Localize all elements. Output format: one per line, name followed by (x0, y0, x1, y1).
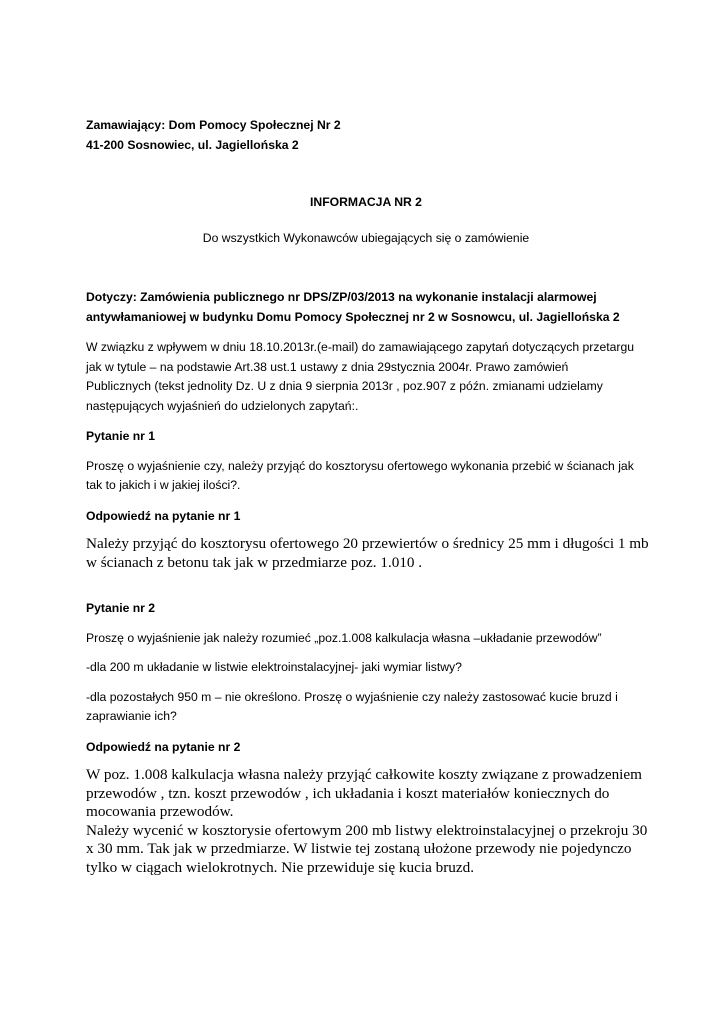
answer-1-line: w ścianach z betonu tak jak w przedmiarze poz. 1.010 . (86, 553, 423, 571)
answer-1-line: Należy przyjąć do kosztorysu ofertowego 20 przewiertów o średnicy 25 mm i długości 1 mb (86, 535, 649, 552)
document-body (86, 116, 649, 877)
answer-2-line: W poz. 1.008 kalkulacja własna należy przyjąć całkowite koszty związane z prowadzeniem (86, 766, 642, 783)
intro-line: jak w tytule – na podstawie Art.38 ust.1 ustawy z dnia 29stycznia 2004r. Prawo zamówień (86, 359, 569, 374)
question-2-line: -dla pozostałych 950 m – nie określono. Proszę o wyjaśnienie czy należy zastosować kucie bruzd i (86, 689, 618, 704)
answer-1-text (86, 535, 649, 572)
authority-address: 41-200 Sosnowiec, ul. Jagiellońska 2 (86, 137, 299, 152)
answer-2-line: tylko w ciągach wielokrotnych. Nie przewiduje się kucia bruzd. (86, 858, 474, 876)
question-2-para-1: Proszę o wyjaśnienie jak należy rozumieć „poz.1.008 kalkulacja własna –układanie przewodów” (86, 630, 602, 645)
subject-line: antywłamaniowej w budynku Domu Pomocy Społecznej nr 2 w Sosnowcu, ul. Jagiellońska 2 (86, 309, 620, 324)
subject (86, 288, 646, 327)
answer-2-heading: Odpowiedź na pytanie nr 2 (86, 739, 241, 754)
question-1-line: tak to jakich i w jakiej ilości?. (86, 478, 241, 492)
answer-2-line: przewodów , tzn. koszt przewodów , ich układania i koszt materiałów koniecznych do (86, 784, 610, 802)
intro-line: Publicznych (tekst jednolity Dz. U z dnia 9 sierpnia 2013r , poz.907 z późn. zmianami udzielamy (86, 379, 603, 393)
intro-line: następujących wyjaśnień do udzielonych zapytań:. (86, 398, 359, 413)
authority-name: Zamawiający: Dom Pomocy Społecznej Nr 2 (86, 118, 341, 132)
intro-paragraph (86, 338, 646, 416)
document-title: INFORMACJA NR 2 (310, 195, 422, 209)
answer-2-line: mocowania przewodów. (86, 803, 234, 820)
subject-line: Dotyczy: Zamówienia publicznego nr DPS/ZP/03/2013 na wykonanie instalacji alarmowej (86, 290, 597, 304)
answer-2-line: x 30 mm. Tak jak w przedmiarze. W listwie tej zostaną ułożone przewody nie pojedynczo (86, 840, 632, 857)
question-1-heading: Pytanie nr 1 (86, 429, 156, 443)
answer-2-line: Należy wycenić w kosztorysie ofertowym 200 mb listwy elektroinstalacyjnej o przekroju 30 (86, 821, 648, 839)
answer-2-text (86, 766, 646, 877)
question-1-text (86, 457, 646, 496)
question-1-line: Proszę o wyjaśnienie czy, należy przyjąć do kosztorysu ofertowego wykonania przebić w ścianach jak (86, 458, 634, 473)
question-2-para-2: -dla 200 m układanie w listwie elektroinstalacyjnej- jaki wymiar listwy? (86, 660, 462, 674)
question-2-heading: Pytanie nr 2 (86, 601, 156, 615)
intro-line: W związku z wpływem w dniu 18.10.2013r.(e-mail) do zamawiającego zapytań dotyczących przetargu (86, 340, 635, 354)
answer-1-heading: Odpowiedź na pytanie nr 1 (86, 508, 241, 523)
contracting-authority (86, 116, 646, 155)
document-subtitle: Do wszystkich Wykonawców ubiegających się o zamówienie (202, 230, 530, 245)
question-2-line: zaprawianie ich? (86, 709, 177, 723)
question-2-para-3 (86, 688, 646, 727)
